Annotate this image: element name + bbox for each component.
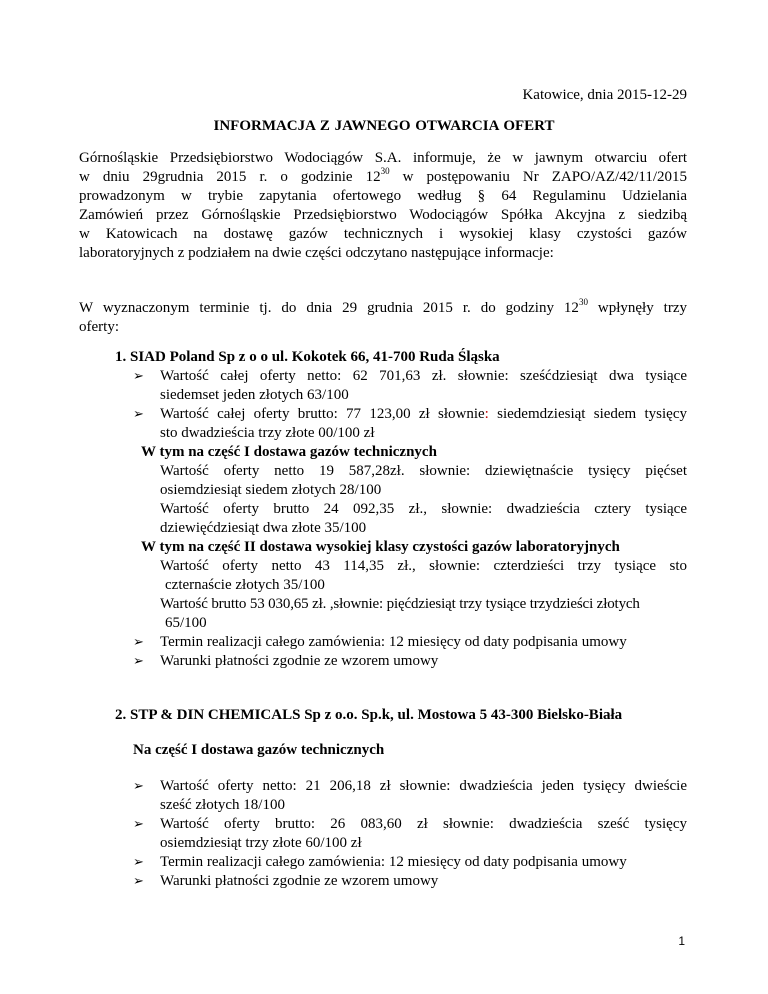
offer-1-heading: 1. SIAD Poland Sp z o o ul. Kokotek 66, 41-700 Ruda Śląska: [115, 349, 500, 365]
offer-1-net-line-2: siedemset jeden złotych 63/100: [160, 387, 349, 403]
intro-line-3: prowadzonym w trybie zapytania ofertowego według § 64 Regulaminu Udzielania: [79, 188, 687, 204]
bullet-arrow-icon: ➢: [133, 654, 144, 669]
offer-1-part-2-gross-line-1: Wartość brutto 53 030,65 zł. ,słownie: pięćdziesiąt trzy tysiące trzydzieści złotych: [160, 596, 640, 612]
document-title: INFORMACJA Z JAWNEGO OTWARCIA OFERT: [213, 118, 555, 134]
page-number: 1: [678, 934, 685, 948]
offer-2-heading: 2. STP & DIN CHEMICALS Sp z o.o. Sp.k, ul. Mostowa 5 43-300 Bielsko-Biała: [115, 707, 623, 723]
offer-1-part-2-net-line-1: Wartość oferty netto 43 114,35 zł., słownie: czterdzieści trzy tysiące sto: [160, 558, 687, 574]
offer-1-payment: Warunki płatności zgodnie ze wzorem umowy: [160, 653, 439, 669]
offer-1-part-1-gross-line-1: Wartość oferty brutto 24 092,35 zł., słownie: dwadzieścia cztery tysiące: [160, 501, 687, 517]
offer-1-part-2-net-line-2: czternaście złotych 35/100: [165, 577, 325, 593]
offer-1-term: Termin realizacji całego zamówienia: 12 miesięcy od daty podpisania umowy: [160, 634, 627, 650]
intro-line-2: w dniu 29grudnia 2015 r. o godzinie $12^{30}$ w postępowaniu Nr ZAPO/AZ/42/11/2015: [79, 166, 687, 185]
offer-2-net-line-1: Wartość oferty netto: 21 206,18 zł słownie: dwadzieścia jeden tysięcy dwieście: [160, 778, 687, 794]
bullet-arrow-icon: ➢: [133, 369, 144, 384]
offer-1-part-1-net-line-1: Wartość oferty netto 19 587,28zł. słownie: dziewiętnaście tysięcy pięćset: [160, 463, 687, 479]
deadline-line-1: W wyznaczonym terminie tj. do dnia 29 grudnia 2015 r. do godziny $12^{30}$ wpłynęły trzy: [79, 297, 687, 316]
offer-2-gross-line-1: Wartość oferty brutto: 26 083,60 zł słownie: dwadzieścia sześć tysięcy: [160, 816, 687, 832]
deadline-line-2: oferty:: [79, 319, 119, 335]
intro-line-4: Zamówień przez Górnośląskie Przedsiębiorstwo Wodociągów Spółka Akcyjna z siedzibą: [79, 207, 687, 223]
offer-1-part-2-heading: W tym na część II dostawa wysokiej klasy czystości gazów laboratoryjnych: [141, 539, 620, 555]
offer-1-gross-line-2: sto dwadzieścia trzy złote 00/100 zł: [160, 425, 375, 441]
offer-2-part-1-heading: Na część I dostawa gazów technicznych: [133, 742, 385, 758]
offer-1-part-2-gross-line-2: 65/100: [165, 615, 207, 631]
bullet-arrow-icon: ➢: [133, 874, 144, 889]
bullet-arrow-icon: ➢: [133, 635, 144, 650]
offer-1-part-1-heading: W tym na część I dostawa gazów technicznych: [141, 444, 437, 460]
offer-2-payment: Warunki płatności zgodnie ze wzorem umowy: [160, 873, 439, 889]
bullet-arrow-icon: ➢: [133, 407, 144, 422]
bullet-arrow-icon: ➢: [133, 817, 144, 832]
intro-line-5: w Katowicach na dostawę gazów technicznych i wysokiej klasy czystości gazów: [79, 226, 687, 242]
intro-line-6: laboratoryjnych z podziałem na dwie części odczytano następujące informacje:: [79, 245, 554, 261]
bullet-arrow-icon: ➢: [133, 779, 144, 794]
offer-1-gross-line-1: Wartość całej oferty brutto: 77 123,00 zł słownie: siedemdziesiąt siedem tysięcy: [160, 406, 687, 422]
offer-2-net-line-2: sześć złotych 18/100: [160, 797, 285, 813]
offer-1-net-line-1: Wartość całej oferty netto: 62 701,63 zł. słownie: sześćdziesiąt dwa tysiące: [160, 368, 687, 384]
offer-1-part-1-net-line-2: osiemdziesiąt siedem złotych 28/100: [160, 482, 382, 498]
offer-2-gross-line-2: osiemdziesiąt trzy złote 60/100 zł: [160, 835, 362, 851]
intro-line-1: Górnośląskie Przedsiębiorstwo Wodociągów S.A. informuje, że w jawnym otwarciu ofert: [79, 150, 687, 166]
bullet-arrow-icon: ➢: [133, 855, 144, 870]
offer-2-term: Termin realizacji całego zamówienia: 12 miesięcy od daty podpisania umowy: [160, 854, 627, 870]
offer-1-part-1-gross-line-2: dziewięćdziesiąt dwa złote 35/100: [160, 520, 367, 536]
place-date: Katowice, dnia 2015-12-29: [522, 87, 687, 103]
